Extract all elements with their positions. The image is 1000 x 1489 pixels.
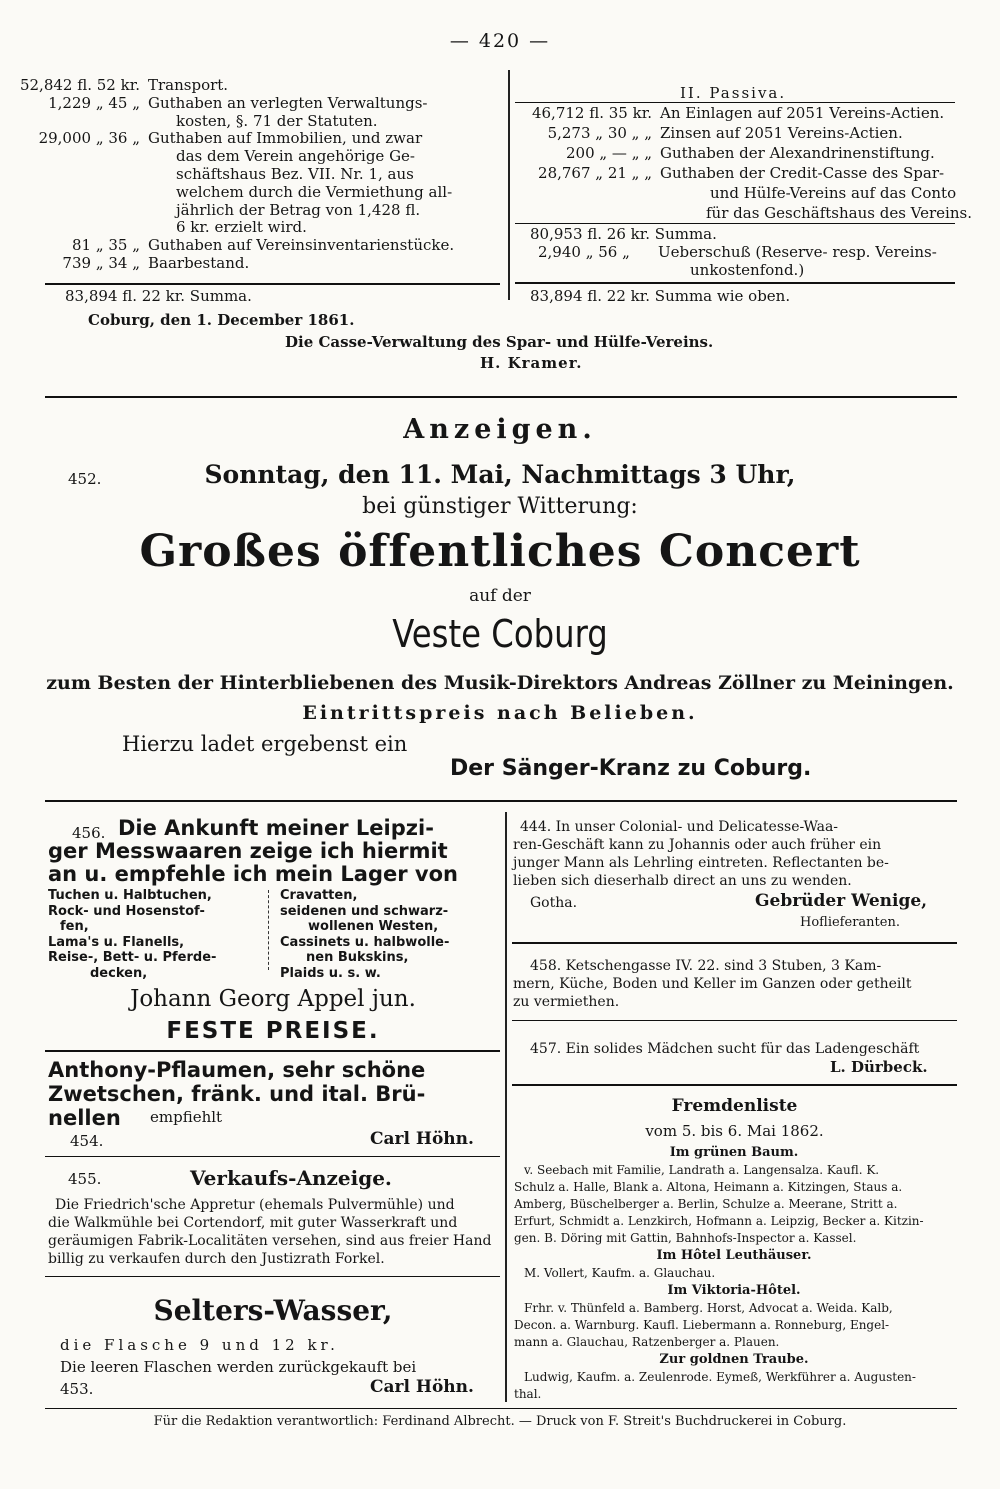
ad456-left-list (48, 888, 263, 981)
guest-list-period: vom 5. bis 6. Mai 1862. (645, 1122, 824, 1140)
account-text: jährlich der Betrag von 1,428 fl. (176, 200, 421, 219)
ad455-body-4: billig zu verkaufen durch den Justizrath Forkel. (48, 1251, 385, 1267)
concert-venue: Veste Coburg (392, 612, 608, 656)
account-text: Guthaben an verlegten Verwaltungs- (148, 93, 428, 112)
list-item: Rock- und Hosenstof- (48, 903, 205, 919)
list-item: seidenen und schwarz- (280, 903, 449, 919)
rule (515, 223, 955, 224)
amount: 52,842 fl. 52 kr. (19, 76, 140, 94)
account-text: Guthaben auf Immobilien, und zwar (148, 129, 423, 148)
ad455-body-3: geräumigen Fabrik-Localitäten versehen, sind aus freier Hand (48, 1233, 492, 1249)
ad454-line-2: Zwetschen, fränk. und ital. Brü- (48, 1082, 426, 1106)
column-divider (505, 812, 507, 1402)
ad444-firm: Gebrüder Wenige, (755, 891, 928, 911)
concert-admission: Eintrittspreis nach Belieben. (302, 702, 698, 724)
ad453-title: Selters-Wasser, (153, 1294, 393, 1327)
amount: 46,712 fl. 35 kr. (531, 104, 652, 122)
guest-line: Ludwig, Kaufm. a. Zeulenrode. Eymeß, Werkführer a. Augusten- (524, 1370, 916, 1384)
guest-list-title: Fremdenliste (671, 1096, 798, 1116)
hotel-name: Im Hôtel Leuthäuser. (656, 1248, 812, 1263)
account-text: für das Geschäftshaus des Vereins. (706, 204, 972, 222)
account-text: kosten, §. 71 der Statuten. (176, 111, 378, 130)
surplus-amount: 2,940 „ 56 „ (538, 243, 630, 261)
concert-benefit: zum Besten der Hinterbliebenen des Musik-Direktors Andreas Zöllner zu Meiningen. (46, 672, 954, 694)
ad457-name: L. Dürbeck. (830, 1058, 928, 1076)
list-item: Tuchen u. Halbtuchen, (48, 888, 212, 903)
rule (512, 1084, 957, 1086)
rule (512, 942, 957, 944)
rule (45, 1408, 957, 1409)
amount: 200 „ — „ „ (565, 144, 652, 162)
ad456-headline-2: ger Messwaaren zeige ich hiermit (48, 839, 448, 863)
concert-invite: Hierzu ladet ergebenst ein (122, 732, 408, 756)
ad453-line-2: Die leeren Flaschen werden zurückgekauft bei (60, 1358, 417, 1376)
accounts-right-total: 83,894 fl. 22 kr. Summa wie oben. (530, 287, 791, 305)
account-text: Guthaben der Credit-Casse des Spar- (660, 164, 945, 182)
guest-line: Frhr. v. Thünfeld a. Bamberg. Horst, Advocat a. Weida. Kalb, (524, 1301, 893, 1315)
account-text: Zinsen auf 2051 Vereins-Actien. (660, 124, 903, 142)
rule (515, 282, 955, 284)
signature-org: Die Casse-Verwaltung des Spar- und Hülfe-Vereins. (285, 333, 714, 351)
amount: 1,229 „ 45 „ (48, 93, 140, 112)
rule (45, 1276, 500, 1277)
ad454-line-1: Anthony-Pflaumen, sehr schöne (48, 1058, 426, 1082)
amount: 29,000 „ 36 „ (38, 129, 140, 148)
list-divider (268, 890, 273, 970)
list-item: Reise-, Bett- u. Pferde- (48, 950, 217, 965)
account-text: welchem durch die Vermiethung all- (176, 182, 453, 201)
concert-weather: bei günstiger Witterung: (362, 494, 638, 519)
rule (45, 800, 957, 802)
ad453-merchant: Carl Höhn. (370, 1377, 474, 1397)
ad456-prices: FESTE PREISE. (166, 1018, 380, 1044)
concert-title: Großes öffentliches Concert (139, 526, 861, 577)
passiva-heading: II. Passiva. (680, 84, 787, 102)
ad444-line-2: ren-Geschäft kann zu Johannis oder auch früher ein (513, 837, 882, 853)
list-item: wollenen Westen, (308, 919, 439, 934)
rule (45, 283, 500, 285)
guest-line: Amberg, Büschelberger a. Berlin, Schulze a. Meerane, Stritt a. (514, 1197, 898, 1211)
ad-number: 456. (72, 824, 106, 842)
list-item: Cassinets u. halbwolle- (280, 934, 450, 950)
concert-date: Sonntag, den 11. Mai, Nachmittags 3 Uhr, (204, 460, 796, 489)
account-text: 6 kr. erzielt wird. (176, 218, 307, 237)
ad458-line-3: zu vermiethen. (513, 994, 620, 1010)
account-text: Transport. (148, 76, 229, 94)
ad458-line-2: mern, Küche, Boden und Keller im Ganzen oder getheilt (513, 976, 912, 992)
amount: 28,767 „ 21 „ „ (538, 164, 652, 182)
account-text: Baarbestand. (148, 254, 250, 272)
page-number: — 420 — (449, 30, 551, 52)
ad455-body-1: Die Friedrich'sche Appretur (ehemals Pulvermühle) und (55, 1197, 455, 1213)
surplus-text-1: Ueberschuß (Reserve- resp. Vereins- (658, 243, 937, 261)
accounts-left-total: 83,894 fl. 22 kr. Summa. (65, 287, 252, 305)
amount: 739 „ 34 „ (62, 254, 140, 272)
column-divider (508, 70, 510, 300)
ad-number: 453. (60, 1380, 94, 1398)
ad454-merchant: Carl Höhn. (370, 1129, 474, 1149)
rule (512, 1020, 957, 1021)
list-item: decken, (90, 965, 148, 981)
amount: 5,273 „ 30 „ „ (547, 124, 652, 142)
ad-number: 452. (68, 470, 102, 488)
section-title: Anzeigen. (403, 414, 597, 445)
list-item: Lama's u. Flanells, (48, 934, 185, 950)
footer: Für die Redaktion verantwortlich: Ferdinand Albrecht. — Druck von F. Streit's Buchdruckerei in Coburg. (153, 1414, 847, 1429)
ad444-line-4: lieben sich dieserhalb direct an uns zu wenden. (513, 873, 852, 889)
signature-name: H. Kramer. (480, 354, 583, 372)
guest-line: M. Vollert, Kaufm. a. Glauchau. (524, 1266, 716, 1280)
hotel-name: Im grünen Baum. (669, 1145, 799, 1160)
account-text: Guthaben der Alexandrinenstiftung. (660, 144, 935, 162)
ad456-headline-1: Die Ankunft meiner Leipzi- (118, 816, 434, 840)
ad444-line-1: 444. In unser Colonial- und Delicatesse-Waa- (520, 819, 839, 835)
ad456-headline-3: an u. empfehle ich mein Lager von (48, 862, 458, 886)
rule (45, 1050, 500, 1052)
rule (515, 102, 955, 103)
guest-line: v. Seebach mit Familie, Landrath a. Langensalza. Kaufl. K. (524, 1163, 880, 1177)
ad-number: 455. (68, 1170, 102, 1188)
concert-auf-der: auf der (469, 586, 531, 606)
ad457-line-1: 457. Ein solides Mädchen sucht für das Ladengeschäft (530, 1041, 920, 1057)
ad-number: 454. (70, 1132, 104, 1150)
account-text: und Hülfe-Vereins auf das Conto (710, 184, 957, 202)
ad456-right-list (280, 888, 495, 981)
guest-hotels (514, 1144, 959, 1403)
ad444-title: Hoflieferanten. (800, 915, 900, 930)
account-text: Guthaben auf Vereinsinventarienstücke. (148, 236, 455, 255)
surplus-text-2: unkostenfond.) (690, 261, 805, 279)
guest-line: mann a. Glauchau, Ratzenberger a. Plauen. (514, 1335, 780, 1349)
list-item: Cravatten, (280, 888, 358, 903)
hotel-name: Zur goldnen Traube. (659, 1352, 809, 1367)
ad455-body-2: die Walkmühle bei Cortendorf, mit guter Wasserkraft und (48, 1215, 458, 1231)
guest-line: thal. (514, 1387, 542, 1401)
dateline: Coburg, den 1. December 1861. (88, 311, 355, 329)
ad456-merchant: Johann Georg Appel jun. (130, 986, 416, 1012)
guest-line: gen. B. Döring mit Gattin, Bahnhofs-Inspector a. Kassel. (514, 1231, 857, 1245)
list-item: Plaids u. s. w. (280, 965, 381, 981)
rule (45, 1156, 500, 1157)
guest-line: Decon. a. Warnburg. Kaufl. Liebermann a. Ronneburg, Engel- (514, 1318, 890, 1332)
ad454-empfiehlt: empfiehlt (150, 1108, 223, 1126)
ad444-line-3: junger Mann als Lehrling eintreten. Reflectanten be- (513, 855, 889, 871)
amount: 81 „ 35 „ (71, 236, 140, 255)
passiva-subtotal: 80,953 fl. 26 kr. Summa. (530, 225, 717, 243)
account-text: schäftshaus Bez. VII. Nr. 1, aus (176, 165, 414, 183)
ad454-line-3: nellen (48, 1106, 121, 1130)
hotel-name: Im Viktoria-Hôtel. (667, 1283, 801, 1298)
ad455-title: Verkaufs-Anzeige. (190, 1166, 392, 1190)
ad453-line-1: die Flasche 9 und 12 kr. (60, 1336, 339, 1354)
guest-line: Schulz a. Halle, Blank a. Altona, Heimann a. Kitzingen, Staus a. (514, 1180, 903, 1194)
rule (45, 396, 957, 398)
concert-host: Der Sänger-Kranz zu Coburg. (450, 756, 812, 781)
ad458-line-1: 458. Ketschengasse IV. 22. sind 3 Stuben, 3 Kam- (530, 958, 882, 974)
guest-line: Erfurt, Schmidt a. Lenzkirch, Hofmann a. Leipzig, Becker a. Kitzin- (514, 1214, 924, 1228)
account-text: An Einlagen auf 2051 Vereins-Actien. (660, 104, 945, 122)
list-item: fen, (60, 919, 89, 934)
account-text: das dem Verein angehörige Ge- (176, 147, 416, 166)
ad444-place: Gotha. (530, 895, 578, 911)
list-item: nen Bukskins, (306, 950, 409, 965)
